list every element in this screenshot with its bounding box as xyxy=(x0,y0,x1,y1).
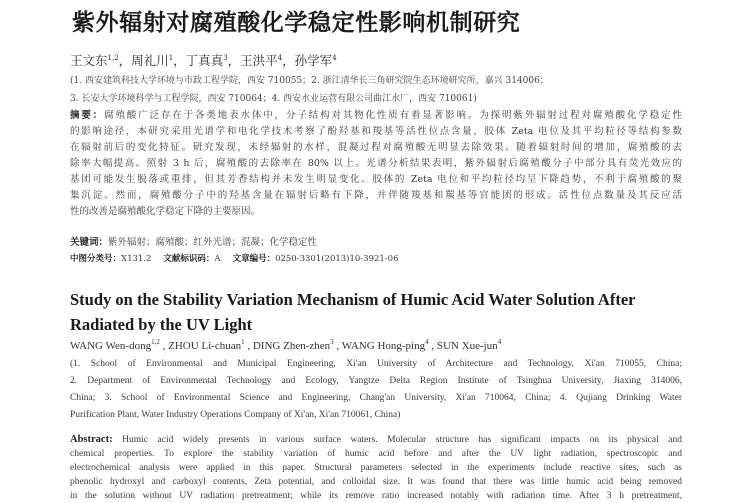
author-affiliation-mark: 1,2 xyxy=(107,54,119,62)
abstract-label: 摘要： xyxy=(70,110,105,121)
abstract-line: electrochemical analysis were applied in this paper. Structural parameters selected in the experiments include reactive sites, such as xyxy=(70,463,682,473)
english-title-line: Study on the Stability Variation Mechanism of Humic Acid Water Solution After xyxy=(70,290,636,309)
author-name: WANG Wen-dong xyxy=(70,340,152,352)
article-no-value: 0250-3301(2013)10-3921-06 xyxy=(275,254,399,264)
author-affiliation-mark: 1 xyxy=(241,338,245,346)
abstract-text: 腐殖酸广泛存在于各类地表水体中，分子结构对其物化性质有着显著影响。为探明紫外辐射过程对腐殖酸化学稳定性 xyxy=(104,110,682,121)
english-affiliations xyxy=(70,356,682,424)
author-affiliation-mark: 3 xyxy=(330,338,334,346)
english-affiliation-line: Purification Plant, Water Industry Operations Company of Xi'an, Xi'an 710061, China) xyxy=(70,410,401,420)
abstract-text: Humic acid widely presents in various surface waters. Molecular structure has significant impacts on its physical and xyxy=(122,435,683,445)
chinese-title: 紫外辐射对腐殖酸化学稳定性影响机制研究 xyxy=(72,10,521,36)
author-separator: , xyxy=(333,340,342,352)
abstract-line: phenolic hydroxyl and carboxyl contents, Zeta potential, and colloidal size. It was found that there was little humic acid being removed xyxy=(70,477,682,487)
author-name: 王文东 xyxy=(70,53,108,68)
author-separator: ， xyxy=(173,53,186,68)
author-name: 周礼川 xyxy=(131,53,169,68)
abstract-line: in the solution without UV radiation pretreatment; while its remove ratio increased notably with radiation time. After 3 h pretreatment, xyxy=(70,491,682,501)
chinese-abstract xyxy=(70,108,682,220)
author-name: 丁真真 xyxy=(185,53,224,68)
classification-label: 中图分类号： xyxy=(70,254,122,264)
english-author-list xyxy=(70,338,501,352)
english-affiliation-line: 2. Department of Environmental Technology and Ecology, Yangtze Delta Region Institute of Tsinghua University, Jiaxing 314006, xyxy=(70,376,682,386)
doc-code-label: 文献标识码： xyxy=(163,254,215,264)
chinese-affiliation-line: (1. 西安建筑科技大学环境与市政工程学院，西安 710055；2. 浙江清华长三角研究院生态环境研究所，嘉兴 314006； xyxy=(70,76,549,86)
author-affiliation-mark: 3 xyxy=(223,54,228,62)
author-name: 孙学军 xyxy=(294,53,333,68)
author-name: 王洪平 xyxy=(240,53,278,68)
classification-value: X131.2 xyxy=(121,254,152,264)
author-separator: ， xyxy=(118,53,132,68)
author-name: SUN Xue-jun xyxy=(436,340,498,352)
english-title xyxy=(70,287,690,337)
author-affiliation-mark: 4 xyxy=(425,338,429,346)
author-name: DING Zhen-zhen xyxy=(252,340,331,352)
chinese-author-list xyxy=(70,51,337,69)
author-separator: , xyxy=(159,340,169,352)
abstract-line xyxy=(70,433,682,447)
article-no-label: 文章编号： xyxy=(232,254,276,264)
author-affiliation-mark: 4 xyxy=(277,54,283,62)
english-affiliation-line: (1. School of Environmental and Municipal Engineering, Xi'an University of Architecture and Technology, Xi'an 710055, China; xyxy=(70,359,682,369)
author-affiliation-mark: 1,2 xyxy=(151,338,160,346)
author-affiliation-mark: 4 xyxy=(497,338,502,346)
abstract-line: 性的改善是腐殖酸化学稳定下降的主要原因。 xyxy=(70,206,261,217)
abstract-line: 的影响途径，本研究采用光谱学和电化学技术考察了酚羟基和羧基等活性位点含量、胶体 Zeta 电位及其平均粒径等结构参数 xyxy=(70,126,682,137)
abstract-line: 除率大幅提高。照射 3 h 后，腐殖酸的去除率在 80% 以上。光谱分析结果表明，紫外辐射后腐殖酸分子中部分具有荧光效应的 xyxy=(70,158,682,169)
author-name: WANG Hong-ping xyxy=(341,340,426,352)
author-affiliation-mark: 4 xyxy=(332,54,337,62)
author-name: ZHOU Li-chuan xyxy=(168,340,242,352)
abstract-line xyxy=(70,108,682,124)
abstract-label: Abstract: xyxy=(70,434,113,445)
abstract-line: 基团可能发生脱落或重排，但其芳香结构并未发生明显变化。胶体的 Zeta 电位和平均粒径均呈下降趋势，不利于腐殖酸的聚 xyxy=(70,174,682,185)
author-separator: ， xyxy=(227,53,241,68)
author-separator: , xyxy=(244,340,253,352)
english-abstract xyxy=(70,433,682,503)
english-title-line: Radiated by the UV Light xyxy=(70,315,253,334)
abstract-line: 在辐射前后的变化特征。研究发现，未经辐射的水样，混凝过程对腐殖酸无明显去除效果。随着辐射时间的增加，腐殖酸的去 xyxy=(70,142,682,153)
chinese-keywords xyxy=(70,234,317,248)
abstract-line: 集沉淀。然而，腐殖酸分子中的羟基含量在辐射后略有下降，并伴随羧基和羰基等官能团的形成。活性位点数量及其反应活 xyxy=(70,190,682,201)
author-separator: ， xyxy=(282,53,295,68)
author-separator: , xyxy=(428,340,437,352)
doc-code-value: A xyxy=(214,254,221,264)
chinese-affiliation-line: 3. 长安大学环境科学与工程学院，西安 710064；4. 西安水业运营有限公司曲江水厂，西安 710061) xyxy=(70,94,477,104)
keywords-label: 关键词： xyxy=(70,237,109,248)
keywords-text: 紫外辐射；腐殖酸；红外光谱；混凝；化学稳定性 xyxy=(108,237,318,248)
author-affiliation-mark: 1 xyxy=(168,54,174,62)
abstract-line: chemical properties. To explore the stability variation of humic acid before and after the UV light radiation, spectroscopic and xyxy=(70,449,682,459)
chinese-classification xyxy=(70,252,399,264)
english-affiliation-line: China; 3. School of Environmental Science and Engineering, Chang'an University, Xi'an 710064, China; 4. Qujiang Drinking Water xyxy=(70,393,682,403)
